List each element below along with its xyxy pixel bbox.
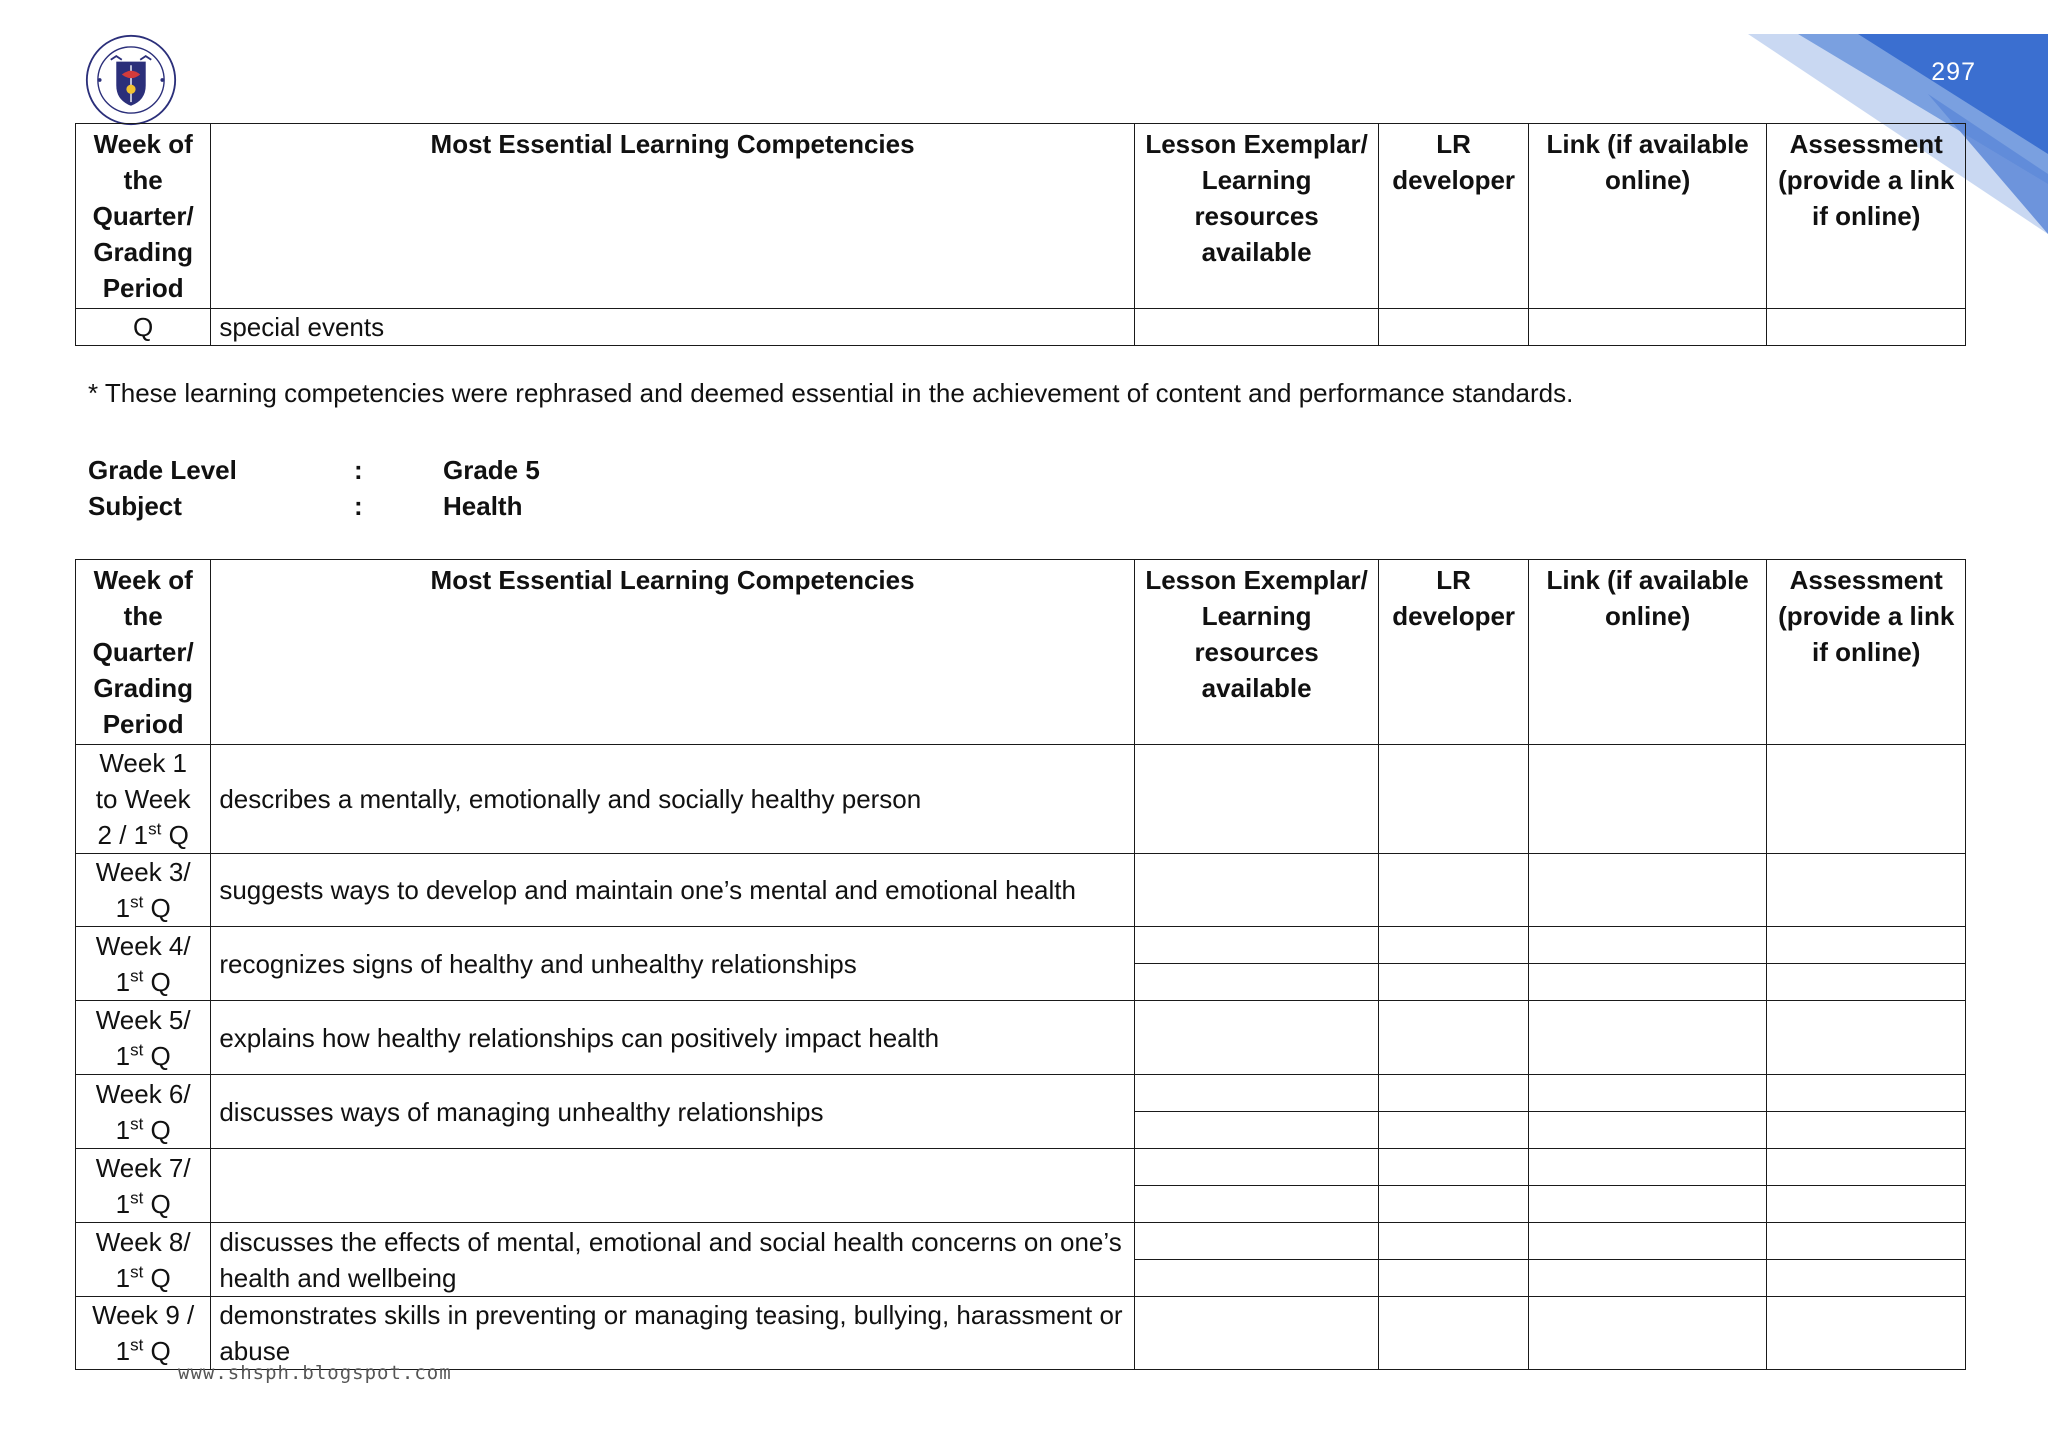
lesson-cell [1134,1223,1379,1297]
header-assessment: Assessment (provide a link if online) [1767,560,1966,745]
week-cell: Week 4/ 1st Q [76,927,211,1001]
table-row [76,1075,1966,1149]
lesson-cell [1134,927,1379,1001]
competency-table-grade5-health [75,559,1966,1370]
competency-cell: suggests ways to develop and maintain one’s mental and emotional health [211,854,1134,927]
competency-cell: describes a mentally, emotionally and socially healthy person [211,745,1134,854]
table-row [76,1149,1966,1223]
table-row [76,745,1966,854]
header-lesson: Lesson Exemplar/ Learning resources available [1134,560,1379,745]
link-cell [1528,927,1767,1001]
lr-developer-cell [1379,309,1528,346]
lesson-cell [1134,309,1379,346]
page-number: 297 [1931,58,1976,86]
assessment-cell [1767,1001,1966,1075]
lr-developer-cell [1379,927,1528,1001]
week-cell: Week 5/ 1st Q [76,1001,211,1075]
subject-label: Subject [88,491,182,521]
lr-developer-cell [1379,1223,1528,1297]
header-melc: Most Essential Learning Competencies [211,124,1134,309]
table-row [76,854,1966,927]
week-cell: Week 3/ 1st Q [76,854,211,927]
link-cell [1528,1149,1767,1223]
link-cell [1528,1297,1767,1370]
week-cell: Week 8/ 1st Q [76,1223,211,1297]
grade-level-label: Grade Level [88,455,237,485]
week-cell: Week 6/ 1st Q [76,1075,211,1149]
lr-developer-cell [1379,854,1528,927]
table-row [76,1223,1966,1297]
link-cell [1528,1075,1767,1149]
assessment-cell [1767,1075,1966,1149]
lesson-cell [1134,1297,1379,1370]
header-lesson: Lesson Exemplar/ Learning resources available [1134,124,1379,309]
competency-cell: discusses ways of managing unhealthy relationships [211,1075,1134,1149]
header-week: Week of the Quarter/ Grading Period [76,124,211,309]
header-lr-developer: LR developer [1379,124,1528,309]
lesson-cell [1134,1149,1379,1223]
header-melc: Most Essential Learning Competencies [211,560,1134,745]
subject-separator: : [354,491,363,521]
assessment-cell [1767,309,1966,346]
header-link: Link (if available online) [1528,124,1767,309]
footer-url: www.shsph.blogspot.com [178,1362,452,1384]
table-row [76,1001,1966,1075]
lr-developer-cell [1379,1001,1528,1075]
subject-value: Health [443,491,523,521]
assessment-cell [1767,1149,1966,1223]
assessment-cell [1767,1297,1966,1370]
link-cell [1528,745,1767,854]
competency-cell [211,1149,1134,1223]
footnote: * These learning competencies were rephrased and deemed essential in the achievement of content and performance standards. [88,378,1574,408]
week-cell: Week 9 / 1st Q [76,1297,211,1370]
lesson-cell [1134,1001,1379,1075]
table-row [76,309,1966,346]
lesson-cell [1134,854,1379,927]
link-cell [1528,309,1767,346]
lesson-cell [1134,745,1379,854]
assessment-cell [1767,1223,1966,1297]
header-assessment: Assessment (provide a link if online) [1767,124,1966,309]
competency-cell: explains how healthy relationships can positively impact health [211,1001,1134,1075]
header-lr-developer: LR developer [1379,560,1528,745]
competency-cell: recognizes signs of healthy and unhealthy relationships [211,927,1134,1001]
link-cell [1528,1223,1767,1297]
lr-developer-cell [1379,1297,1528,1370]
assessment-cell [1767,854,1966,927]
week-cell: Q [76,309,211,346]
assessment-cell [1767,927,1966,1001]
assessment-cell [1767,745,1966,854]
header-link: Link (if available online) [1528,560,1767,745]
lr-developer-cell [1379,1149,1528,1223]
table-row [76,1297,1966,1370]
competency-cell: discusses the effects of mental, emotional and social health concerns on one’s health and wellbeing [211,1223,1134,1297]
lesson-cell [1134,1075,1379,1149]
week-cell: Week 7/ 1st Q [76,1149,211,1223]
lr-developer-cell [1379,745,1528,854]
table-row [76,927,1966,1001]
link-cell [1528,854,1767,927]
competency-cell: special events [211,309,1134,346]
deped-seal-logo [85,34,177,126]
competency-table-continued [75,123,1966,346]
header-week: Week of the Quarter/ Grading Period [76,560,211,745]
competency-cell: demonstrates skills in preventing or managing teasing, bullying, harassment or abuse [211,1297,1134,1370]
week-cell: Week 1 to Week 2 / 1st Q [76,745,211,854]
grade-level-value: Grade 5 [443,455,540,485]
link-cell [1528,1001,1767,1075]
lr-developer-cell [1379,1075,1528,1149]
grade-level-separator: : [354,455,363,485]
